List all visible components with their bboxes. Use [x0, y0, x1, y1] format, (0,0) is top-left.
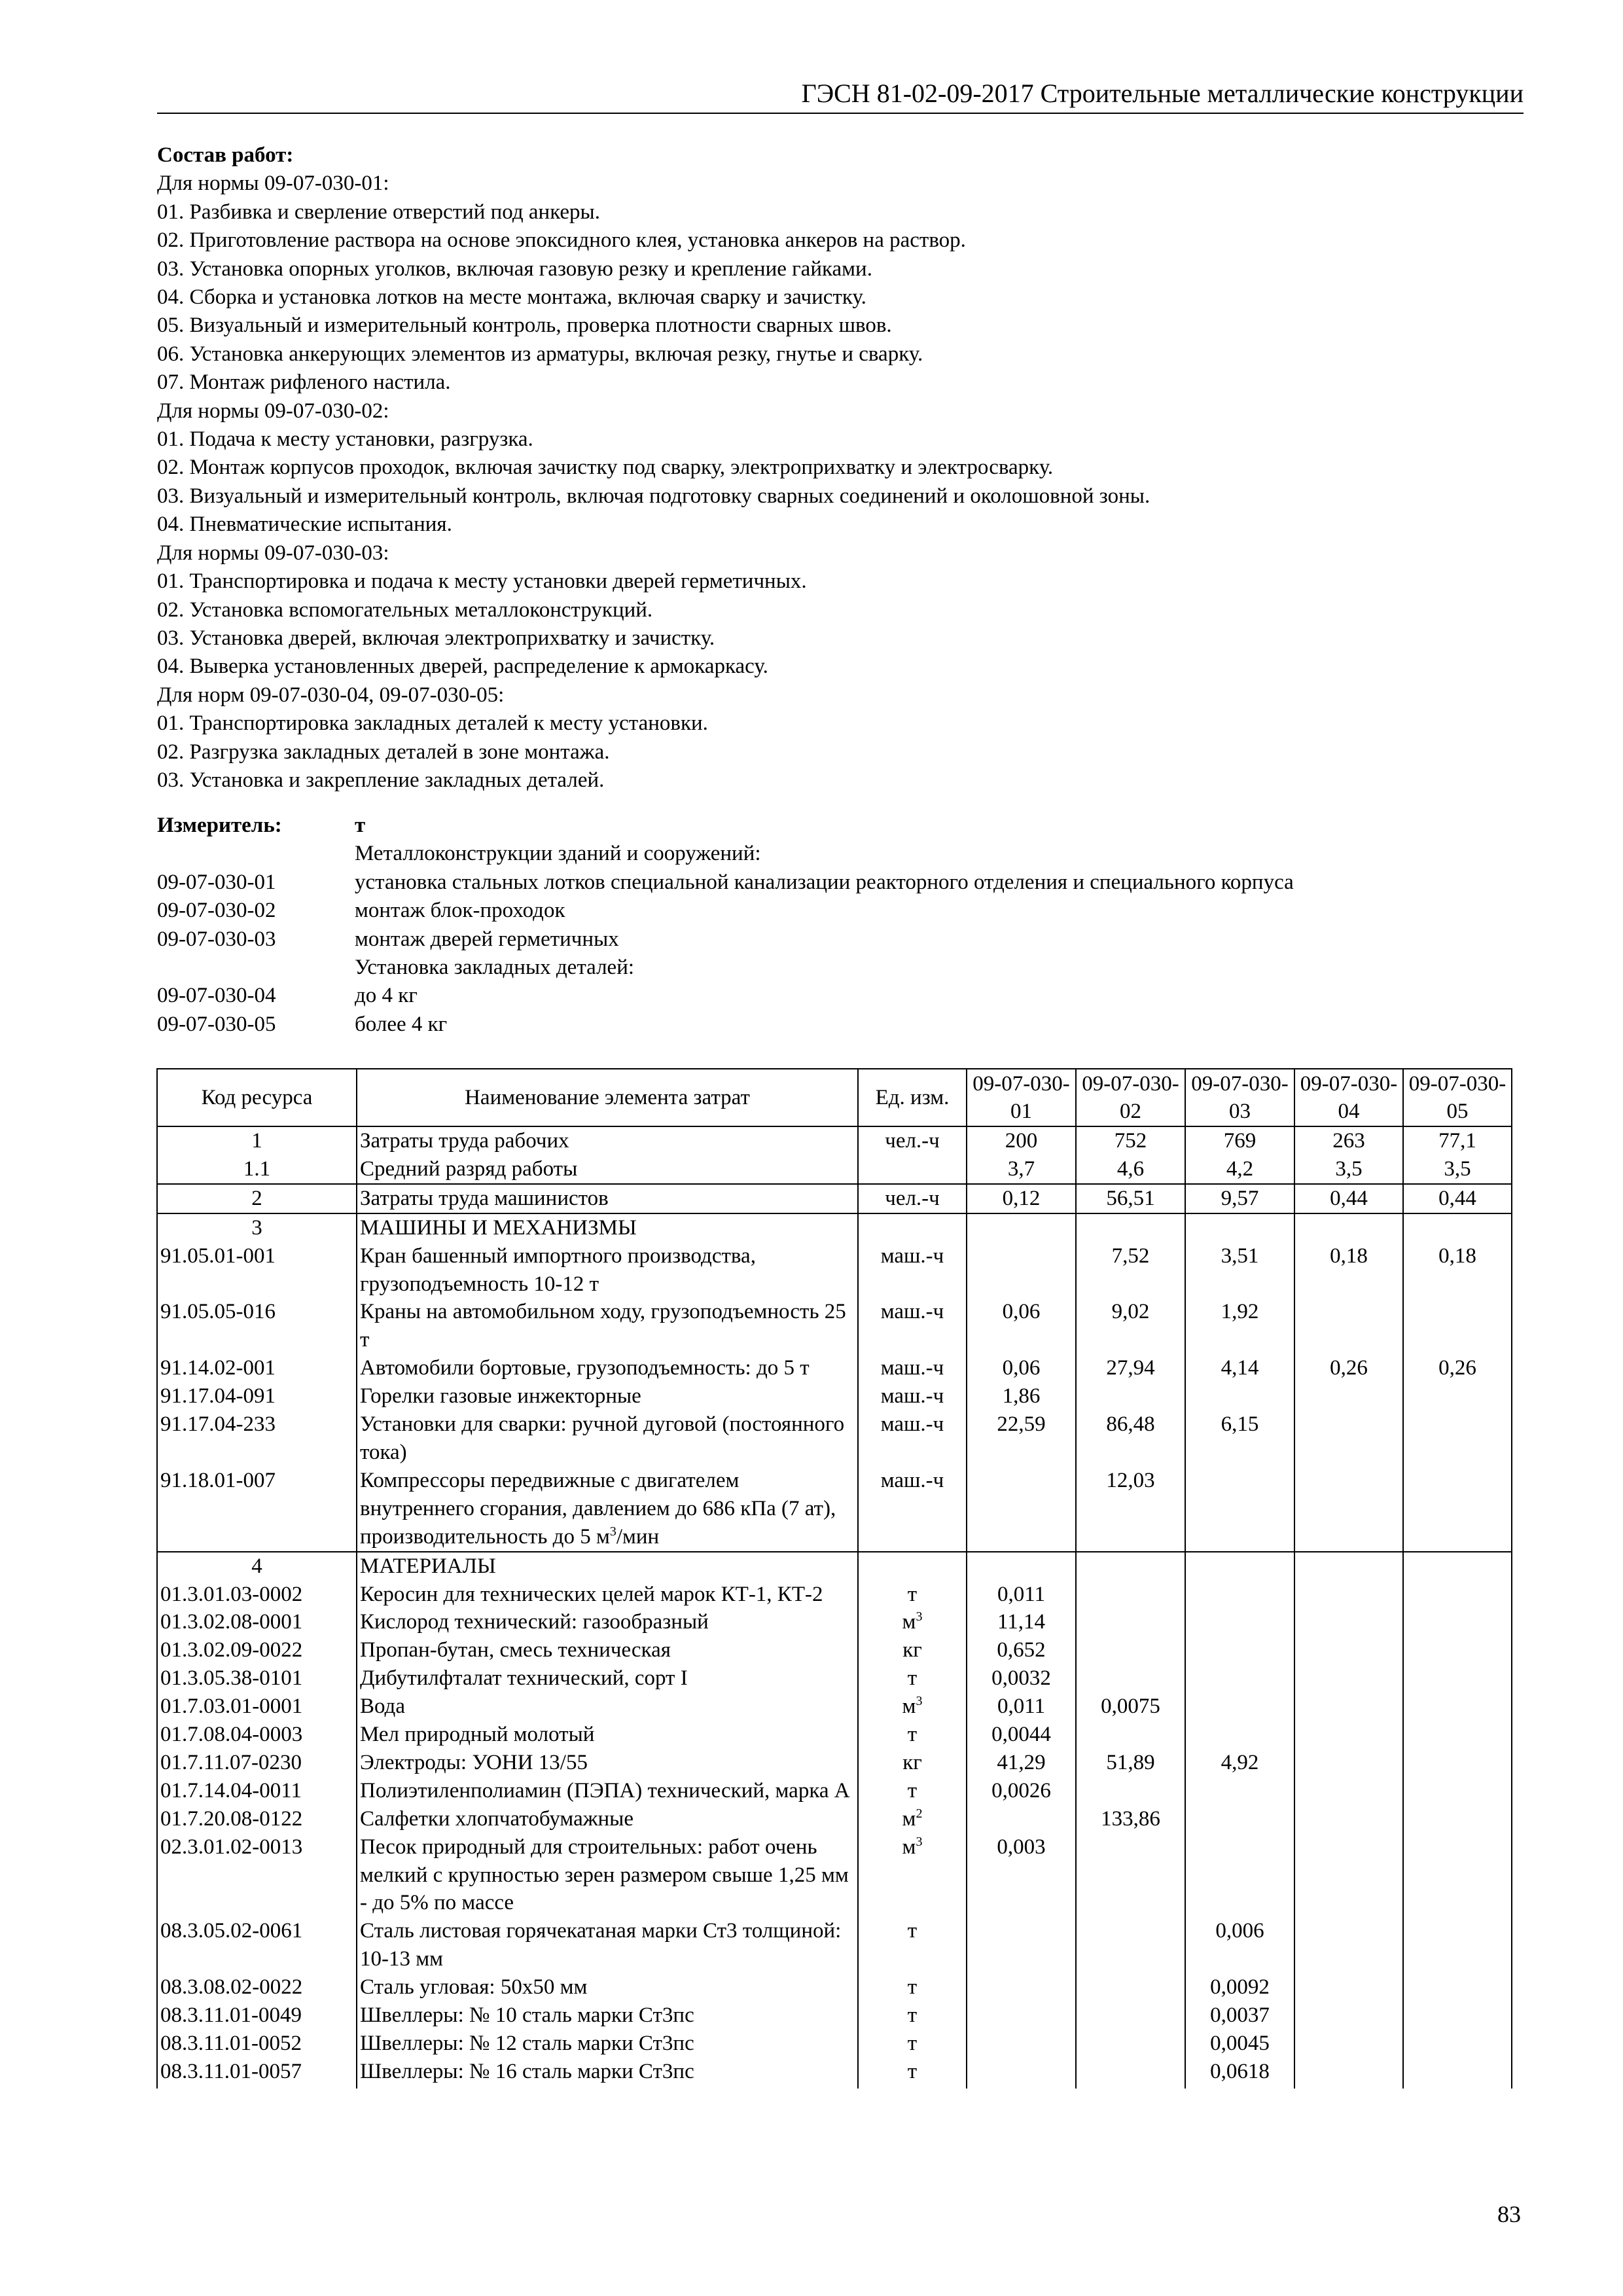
cell-value — [1185, 1581, 1294, 1609]
cell-value — [1076, 1581, 1185, 1609]
table-row — [157, 1608, 1512, 1636]
cell-value — [1403, 2001, 1512, 2030]
document-header: ГЭСН 81-02-09-2017 Строительные металлические конструкции — [157, 76, 1524, 114]
cell-code: 91.05.05-016 — [157, 1298, 357, 1354]
cell-unit: т — [858, 2001, 967, 2030]
measure-code: 09-07-030-02 — [157, 899, 276, 923]
cell-value — [1294, 1749, 1403, 1777]
cell-value — [1185, 1552, 1294, 1581]
cell-unit: чел.-ч — [858, 1126, 967, 1155]
table-row — [157, 1354, 1512, 1382]
cell-value — [1294, 1693, 1403, 1721]
cell-value — [1294, 1213, 1403, 1242]
table-row — [157, 1155, 1512, 1184]
table-row — [157, 1126, 1512, 1155]
cell-value: 0,0032 — [967, 1664, 1076, 1693]
cell-value — [1403, 1693, 1512, 1721]
measure-code — [157, 840, 355, 868]
cell-value — [1403, 2058, 1512, 2086]
cell-unit — [858, 1213, 967, 1242]
cell-value — [1403, 1833, 1512, 1918]
table-row — [157, 1721, 1512, 1749]
cell-value — [1403, 1608, 1512, 1636]
cell-value: 12,03 — [1076, 1467, 1185, 1552]
tail-cell — [157, 2086, 357, 2089]
cell-name: Кислород технический: газообразный — [357, 1608, 858, 1636]
work-line: 01. Транспортировка закладных деталей к месту установки. — [157, 711, 708, 736]
work-line: 01. Разбивка и сверление отверстий под анкеры. — [157, 200, 600, 224]
cell-name: Дибутилфталат технический, сорт I — [357, 1664, 858, 1693]
cell-value — [1185, 1721, 1294, 1749]
measure-text: Металлоконструкции зданий и сооружений: — [355, 842, 761, 866]
tail-cell — [858, 2086, 967, 2089]
cell-value — [1076, 1636, 1185, 1664]
work-line: Для нормы 09-07-030-03: — [157, 541, 389, 565]
cell-unit: т — [858, 1777, 967, 1805]
cell-value — [1076, 1721, 1185, 1749]
page-number: 83 — [1497, 2201, 1521, 2227]
cell-value: 51,89 — [1076, 1749, 1185, 1777]
table-row — [157, 1917, 1512, 1973]
table-body — [157, 1126, 1512, 2089]
cell-value — [1403, 1917, 1512, 1973]
measure-text: до 4 кг — [355, 984, 418, 1008]
cell-name: Швеллеры: № 12 сталь марки Ст3пс — [357, 2030, 858, 2058]
cell-name: Швеллеры: № 16 сталь марки Ст3пс — [357, 2058, 858, 2086]
table-row — [157, 1242, 1512, 1299]
work-line: 03. Установка дверей, включая электроприхватку и зачистку. — [157, 626, 715, 650]
cell-value — [1076, 1664, 1185, 1693]
measure-unit: т — [355, 814, 366, 837]
cell-value — [967, 1552, 1076, 1581]
cell-value: 4,2 — [1185, 1155, 1294, 1184]
table-header-row — [157, 1069, 1512, 1126]
cell-value: 22,59 — [967, 1410, 1076, 1467]
cell-value — [1076, 1833, 1185, 1918]
cell-value — [967, 2001, 1076, 2030]
cell-unit: кг — [858, 1636, 967, 1664]
tail-cell — [1403, 2086, 1512, 2089]
cell-value — [1403, 2030, 1512, 2058]
cell-value — [1403, 1382, 1512, 1410]
cell-value: 0,44 — [1294, 1184, 1403, 1213]
cell-name: Автомобили бортовые, грузоподъемность: до 5 т — [357, 1354, 858, 1382]
cell-value — [1076, 1552, 1185, 1581]
cell-name: Салфетки хлопчатобумажные — [357, 1805, 858, 1833]
measure-text: монтаж дверей герметичных — [355, 927, 619, 951]
cell-value: 11,14 — [967, 1608, 1076, 1636]
cell-unit: т — [858, 1973, 967, 2001]
tail-cell — [1294, 2086, 1403, 2089]
header-unit: Ед. изм. — [858, 1069, 967, 1126]
cell-value — [1294, 1608, 1403, 1636]
work-line: 03. Установка опорных уголков, включая газовую резку и крепление гайками. — [157, 257, 872, 281]
cell-code: 01.3.02.08-0001 — [157, 1608, 357, 1636]
cell-value — [1403, 1721, 1512, 1749]
cell-value — [967, 2058, 1076, 2086]
work-line: 04. Пневматические испытания. — [157, 512, 452, 537]
table-row — [157, 1973, 1512, 2001]
cell-value — [1076, 2058, 1185, 2086]
cell-value — [1294, 2030, 1403, 2058]
cell-code: 3 — [157, 1213, 357, 1242]
cell-value — [1185, 1693, 1294, 1721]
cell-name: Песок природный для строительных: работ очень мелкий с крупностью зерен размером свыше 1,25 мм - до 5% по массе — [357, 1833, 858, 1918]
cell-value: 0,0075 — [1076, 1693, 1185, 1721]
work-line: 02. Установка вспомогательных металлоконструкций. — [157, 598, 653, 622]
cell-value: 0,652 — [967, 1636, 1076, 1664]
cell-value: 41,29 — [967, 1749, 1076, 1777]
cell-code: 08.3.05.02-0061 — [157, 1917, 357, 1973]
measure-text: монтаж блок-проходок — [355, 899, 565, 923]
cell-name: МАТЕРИАЛЫ — [357, 1552, 858, 1581]
cell-name: Кран башенный импортного производства, грузоподъемность 10-12 т — [357, 1242, 858, 1299]
header-code: Код ресурса — [157, 1069, 357, 1126]
cell-value — [1403, 1298, 1512, 1354]
work-line: 03. Установка и закрепление закладных деталей. — [157, 768, 605, 792]
header-norm: 09-07-030-01 — [967, 1069, 1076, 1126]
cell-value — [1294, 1552, 1403, 1581]
work-line: 03. Визуальный и измерительный контроль, включая подготовку сварных соединений и околошовной зоны. — [157, 484, 1150, 508]
cell-code: 02.3.01.02-0013 — [157, 1833, 357, 1918]
cell-value — [1403, 1636, 1512, 1664]
cell-value — [1076, 2001, 1185, 2030]
cell-value: 0,0045 — [1185, 2030, 1294, 2058]
cell-value — [1403, 1213, 1512, 1242]
cell-value — [1294, 1805, 1403, 1833]
cell-value — [967, 1805, 1076, 1833]
cell-name: Средний разряд работы — [357, 1155, 858, 1184]
cell-name: Горелки газовые инжекторные — [357, 1382, 858, 1410]
cell-value — [1403, 1467, 1512, 1552]
cell-value — [1076, 1777, 1185, 1805]
work-line: Для норм 09-07-030-04, 09-07-030-05: — [157, 683, 505, 707]
measure-text: установка стальных лотков специальной канализации реакторного отделения и специального корпуса — [355, 870, 1294, 894]
cell-value — [1403, 1805, 1512, 1833]
cell-unit: маш.-ч — [858, 1410, 967, 1467]
table-row — [157, 1410, 1512, 1467]
cell-value — [1185, 1805, 1294, 1833]
cell-value: 3,51 — [1185, 1242, 1294, 1299]
cell-code: 91.14.02-001 — [157, 1354, 357, 1382]
cell-unit: $м^3$ — [858, 1833, 967, 1918]
cell-value: 4,92 — [1185, 1749, 1294, 1777]
table-row — [157, 1805, 1512, 1833]
cell-name: Мел природный молотый — [357, 1721, 858, 1749]
table-row — [157, 1749, 1512, 1777]
cell-value — [1294, 1298, 1403, 1354]
measure-text: Установка закладных деталей: — [355, 956, 635, 980]
header-norm: 09-07-030-02 — [1076, 1069, 1185, 1126]
cell-unit: маш.-ч — [858, 1298, 967, 1354]
cell-unit: $м^3$ — [858, 1693, 967, 1721]
cell-value — [1294, 2058, 1403, 2086]
cell-name: Керосин для технических целей марок КТ-1, КТ-2 — [357, 1581, 858, 1609]
cell-value — [1185, 1636, 1294, 1664]
cell-name: Вода — [357, 1693, 858, 1721]
cell-unit: маш.-ч — [858, 1382, 967, 1410]
cell-code: 01.3.01.03-0002 — [157, 1581, 357, 1609]
table-row — [157, 1581, 1512, 1609]
cell-value — [1403, 1552, 1512, 1581]
cell-unit: кг — [858, 1749, 967, 1777]
work-line: 07. Монтаж рифленого настила. — [157, 370, 451, 395]
cell-value — [1294, 1917, 1403, 1973]
cell-unit: маш.-ч — [858, 1354, 967, 1382]
cell-value: 0,0092 — [1185, 1973, 1294, 2001]
cell-value — [1294, 1777, 1403, 1805]
work-line: Для нормы 09-07-030-02: — [157, 399, 389, 423]
cell-value: 6,15 — [1185, 1410, 1294, 1467]
header-norm: 09-07-030-03 — [1185, 1069, 1294, 1126]
cell-value: 0,26 — [1294, 1354, 1403, 1382]
cell-code: 91.18.01-007 — [157, 1467, 357, 1552]
cell-code: 08.3.08.02-0022 — [157, 1973, 357, 2001]
cell-value — [1294, 2001, 1403, 2030]
cell-value — [1294, 1382, 1403, 1410]
cell-unit — [858, 1155, 967, 1184]
cell-value: 86,48 — [1076, 1410, 1185, 1467]
cell-value — [1185, 1608, 1294, 1636]
cell-value — [1076, 1213, 1185, 1242]
table-row — [157, 2058, 1512, 2086]
cell-value: 4,6 — [1076, 1155, 1185, 1184]
table-row — [157, 2030, 1512, 2058]
cell-value: 0,44 — [1403, 1184, 1512, 1213]
table-row — [157, 1664, 1512, 1693]
cell-value: 0,06 — [967, 1298, 1076, 1354]
cell-value — [967, 1242, 1076, 1299]
work-composition-title: Состав работ: — [157, 143, 294, 167]
cell-value: 0,0618 — [1185, 2058, 1294, 2086]
cell-unit: маш.-ч — [858, 1242, 967, 1299]
table-row — [157, 1777, 1512, 1805]
measure-text: более 4 кг — [355, 1012, 448, 1036]
cell-value — [1076, 2030, 1185, 2058]
tail-cell — [967, 2086, 1076, 2089]
cell-value: 3,5 — [1403, 1155, 1512, 1184]
work-line: 01. Транспортировка и подача к месту установки дверей герметичных. — [157, 569, 807, 594]
cell-value: 0,011 — [967, 1693, 1076, 1721]
cell-value — [1403, 1410, 1512, 1467]
cell-name: Сталь угловая: 50х50 мм — [357, 1973, 858, 2001]
cell-unit: т — [858, 2058, 967, 2086]
cell-value: 9,02 — [1076, 1298, 1185, 1354]
cell-value — [1185, 1213, 1294, 1242]
header-norm: 09-07-030-04 — [1294, 1069, 1403, 1126]
cell-value — [1294, 1410, 1403, 1467]
cell-value: 0,0037 — [1185, 2001, 1294, 2030]
cell-value — [1403, 1749, 1512, 1777]
table-row — [157, 1298, 1512, 1354]
cell-name: Компрессоры передвижные с двигателем внутреннего сгорания, давлением до 686 кПа (7 ат), производительность до 5 $м^3$/мин — [357, 1467, 858, 1552]
cell-code: 91.17.04-233 — [157, 1410, 357, 1467]
cell-code: 1 — [157, 1126, 357, 1155]
cell-value — [1076, 1973, 1185, 2001]
header-name: Наименование элемента затрат — [357, 1069, 858, 1126]
cell-value: 56,51 — [1076, 1184, 1185, 1213]
cell-code: 08.3.11.01-0049 — [157, 2001, 357, 2030]
cell-name: Затраты труда машинистов — [357, 1184, 858, 1213]
cell-value — [1403, 1581, 1512, 1609]
cell-value — [1185, 1664, 1294, 1693]
cell-code: 01.7.11.07-0230 — [157, 1749, 357, 1777]
work-composition — [157, 141, 1531, 795]
cell-value — [967, 1917, 1076, 1973]
cell-unit: т — [858, 1917, 967, 1973]
work-line: 04. Выверка установленных дверей, распределение к армокаркасу. — [157, 655, 768, 679]
cell-code: 01.3.05.38-0101 — [157, 1664, 357, 1693]
cell-value — [1076, 1917, 1185, 1973]
cell-value — [967, 2030, 1076, 2058]
cell-unit: маш.-ч — [858, 1467, 967, 1552]
cell-value — [1076, 1608, 1185, 1636]
table-tail — [157, 2086, 1512, 2089]
cell-value: 0,18 — [1403, 1242, 1512, 1299]
cell-unit: чел.-ч — [858, 1184, 967, 1213]
cell-value: 0,0044 — [967, 1721, 1076, 1749]
measure-code: 09-07-030-05 — [157, 1012, 276, 1036]
cell-value — [1294, 1664, 1403, 1693]
cell-value: 0,0026 — [967, 1777, 1076, 1805]
cell-value: 0,26 — [1403, 1354, 1512, 1382]
measure-code: 09-07-030-04 — [157, 984, 276, 1008]
measure-code: 09-07-030-03 — [157, 927, 276, 951]
cell-value: 7,52 — [1076, 1242, 1185, 1299]
cell-value: 200 — [967, 1126, 1076, 1155]
tail-cell — [1185, 2086, 1294, 2089]
cell-value: 0,18 — [1294, 1242, 1403, 1299]
cell-name: Затраты труда рабочих — [357, 1126, 858, 1155]
table-row — [157, 1636, 1512, 1664]
cell-unit: т — [858, 1721, 967, 1749]
cell-name: Краны на автомобильном ходу, грузоподъемность 25 т — [357, 1298, 858, 1354]
cell-value: 1,92 — [1185, 1298, 1294, 1354]
cell-unit: т — [858, 1664, 967, 1693]
cell-name: Электроды: УОНИ 13/55 — [357, 1749, 858, 1777]
cell-value — [1076, 1382, 1185, 1410]
work-line: 05. Визуальный и измерительный контроль, проверка плотности сварных швов. — [157, 314, 892, 338]
cell-value — [967, 1467, 1076, 1552]
cell-unit — [858, 1552, 967, 1581]
cell-value: 3,7 — [967, 1155, 1076, 1184]
measure-block — [157, 812, 1531, 1039]
cell-value: 752 — [1076, 1126, 1185, 1155]
tail-cell — [1076, 2086, 1185, 2089]
cell-value — [1294, 1581, 1403, 1609]
table-row — [157, 1693, 1512, 1721]
measure-code — [157, 954, 355, 982]
cell-value — [1185, 1467, 1294, 1552]
cell-code: 4 — [157, 1552, 357, 1581]
cell-value — [1294, 1636, 1403, 1664]
cell-unit: $м^3$ — [858, 1608, 967, 1636]
work-line: Для нормы 09-07-030-01: — [157, 171, 389, 196]
cell-value: 3,5 — [1294, 1155, 1403, 1184]
cell-value — [1403, 1664, 1512, 1693]
cell-unit: т — [858, 1581, 967, 1609]
cell-value — [1294, 1973, 1403, 2001]
cell-value — [1403, 1777, 1512, 1805]
work-line: 02. Монтаж корпусов проходок, включая зачистку под сварку, электроприхватку и электросварку. — [157, 456, 1054, 480]
work-line: 02. Разгрузка закладных деталей в зоне монтажа. — [157, 740, 610, 764]
cell-value — [1294, 1833, 1403, 1918]
cell-value: 0,12 — [967, 1184, 1076, 1213]
cell-value: 0,006 — [1185, 1917, 1294, 1973]
cell-name: Пропан-бутан, смесь техническая — [357, 1636, 858, 1664]
tail-cell — [357, 2086, 858, 2089]
table-row — [157, 1184, 1512, 1213]
work-line: 01. Подача к месту установки, разгрузка. — [157, 427, 533, 452]
measure-code: 09-07-030-01 — [157, 870, 276, 894]
cell-value — [1294, 1721, 1403, 1749]
work-line: 02. Приготовление раствора на основе эпоксидного клея, установка анкеров на раствор. — [157, 228, 966, 253]
measure-label: Измеритель: — [157, 814, 282, 837]
cell-value: 0,011 — [967, 1581, 1076, 1609]
cell-unit: $м^2$ — [858, 1805, 967, 1833]
cell-value — [1403, 1973, 1512, 2001]
cell-value: 9,57 — [1185, 1184, 1294, 1213]
cell-name: Сталь листовая горячекатаная марки Ст3 толщиной: 10-13 мм — [357, 1917, 858, 1973]
cell-name: Полиэтиленполиамин (ПЭПА) технический, марка А — [357, 1777, 858, 1805]
cell-value: 0,003 — [967, 1833, 1076, 1918]
cell-code: 01.7.03.01-0001 — [157, 1693, 357, 1721]
cell-code: 08.3.11.01-0052 — [157, 2030, 357, 2058]
cell-value: 1,86 — [967, 1382, 1076, 1410]
cell-value: 769 — [1185, 1126, 1294, 1155]
cell-value: 0,06 — [967, 1354, 1076, 1382]
cell-code: 1.1 — [157, 1155, 357, 1184]
cell-value — [967, 1973, 1076, 2001]
table-row — [157, 1833, 1512, 1918]
cell-code: 91.05.01-001 — [157, 1242, 357, 1299]
table-row — [157, 1552, 1512, 1581]
cell-name: Установки для сварки: ручной дуговой (постоянного тока) — [357, 1410, 858, 1467]
cell-value: 27,94 — [1076, 1354, 1185, 1382]
cell-code: 01.7.14.04-0011 — [157, 1777, 357, 1805]
cell-code: 01.3.02.09-0022 — [157, 1636, 357, 1664]
table-row — [157, 1382, 1512, 1410]
table-row — [157, 1467, 1512, 1552]
cell-value — [1185, 1777, 1294, 1805]
cell-code: 08.3.11.01-0057 — [157, 2058, 357, 2086]
cell-code: 91.17.04-091 — [157, 1382, 357, 1410]
cell-value: 263 — [1294, 1126, 1403, 1155]
header-norm: 09-07-030-05 — [1403, 1069, 1512, 1126]
cell-value — [1294, 1467, 1403, 1552]
cell-unit: т — [858, 2030, 967, 2058]
cell-code: 2 — [157, 1184, 357, 1213]
work-line: 04. Сборка и установка лотков на месте монтажа, включая сварку и зачистку. — [157, 285, 866, 310]
resource-cost-table — [156, 1068, 1512, 2089]
cell-code: 01.7.08.04-0003 — [157, 1721, 357, 1749]
cell-name: Швеллеры: № 10 сталь марки Ст3пс — [357, 2001, 858, 2030]
cell-value — [1185, 1382, 1294, 1410]
cell-code: 01.7.20.08-0122 — [157, 1805, 357, 1833]
work-line: 06. Установка анкерующих элементов из арматуры, включая резку, гнутье и сварку. — [157, 342, 923, 366]
cell-name: МАШИНЫ И МЕХАНИЗМЫ — [357, 1213, 858, 1242]
cell-value — [967, 1213, 1076, 1242]
cell-value: 77,1 — [1403, 1126, 1512, 1155]
table-row — [157, 2001, 1512, 2030]
cell-value: 4,14 — [1185, 1354, 1294, 1382]
cell-value — [1185, 1833, 1294, 1918]
table-row — [157, 1213, 1512, 1242]
cell-value: 133,86 — [1076, 1805, 1185, 1833]
